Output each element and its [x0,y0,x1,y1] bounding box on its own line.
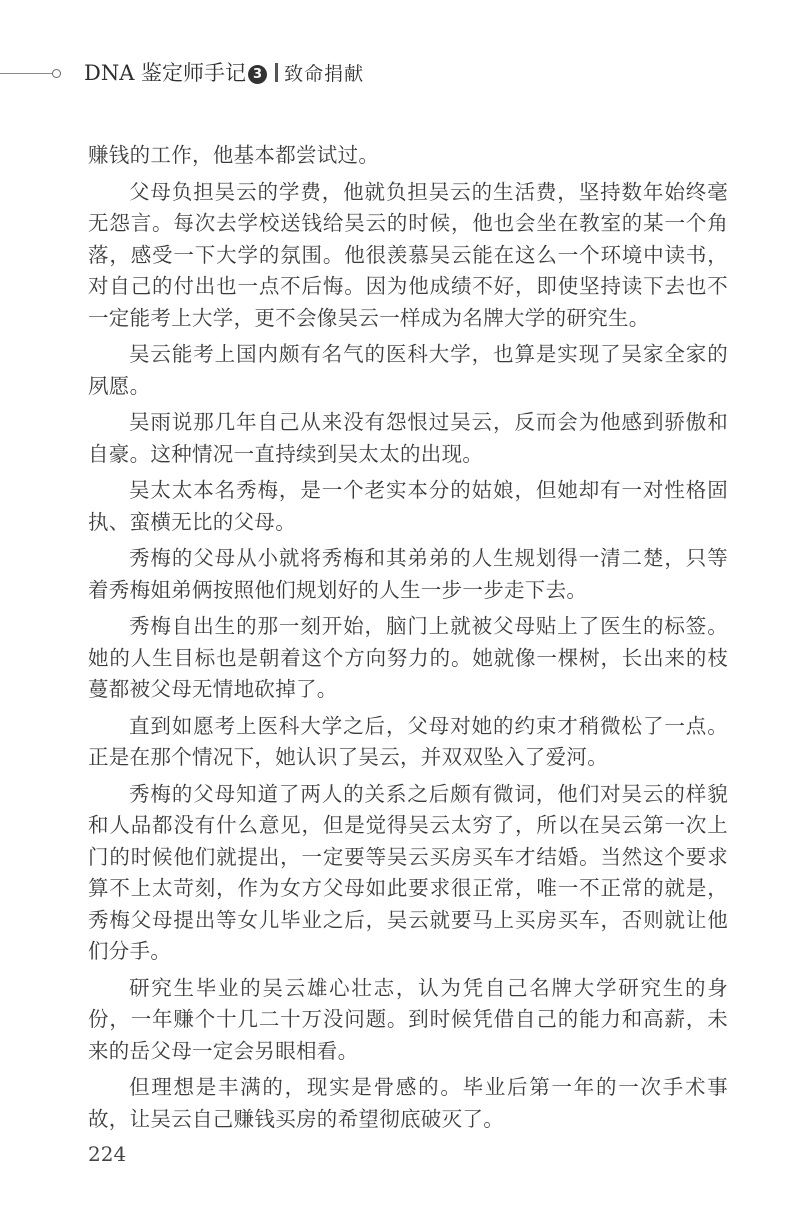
paragraph: 秀梅的父母从小就将秀梅和其弟弟的人生规划得一清二楚，只等着秀梅姐弟俩按照他们规划好的人生一步一步走下去。 [88,546,728,602]
header-separator [275,63,278,82]
paragraph: 研究生毕业的吴云雄心壮志，认为凭自己名牌大学研究生的身份，一年赚个十几二十万没问题。到时候凭借自己的能力和高薪，未来的岳父母一定会另眼相看。 [88,975,728,1063]
paragraph: 但理想是丰满的，现实是骨感的。毕业后第一年的一次手术事故，让吴云自己赚钱买房的希望彻底破灭了。 [88,1075,728,1131]
paragraph: 秀梅的父母知道了两人的关系之后颇有微词，他们对吴云的样貌和人品都没有什么意见，但是觉得吴云太穷了，所以在吴云第一次上门的时候他们就提出，一定要等吴云买房买车才结婚。当然这个要求算不上太苛刻，作为女方父母如此要求很正常，唯一不正常的就是，秀梅父母提出等女儿毕业之后，吴云就要马上买房买车，否则就让他们分手。 [88,781,728,963]
page-number: 224 [88,1142,127,1166]
header-title [84,59,364,88]
paragraph: 吴太太本名秀梅，是一个老实本分的姑娘，但她却有一对性格固执、蛮横无比的父母。 [88,478,728,534]
paragraph: 直到如愿考上医科大学之后，父母对她的约束才稍微松了一点。正是在那个情况下，她认识了吴云，并双双坠入了爱河。 [88,713,728,769]
paragraph: 秀梅自出生的那一刻开始，脑门上就被父母贴上了医生的标签。她的人生目标也是朝着这个方向努力的。她就像一棵树，长出来的枝蔓都被父母无情地砍掉了。 [88,614,728,701]
paragraph: 吴云能考上国内颇有名气的医科大学，也算是实现了吴家全家的夙愿。 [88,342,728,398]
chapter-title: 致命捐献 [284,63,365,85]
paragraph: 吴雨说那几年自己从来没有怨恨过吴云，反而会为他感到骄傲和自豪。这种情况一直持续到吴太太的出现。 [88,410,728,466]
body-text [88,140,728,1140]
paragraph: 赚钱的工作，他基本都尝试过。 [88,143,380,167]
running-header [0,56,800,90]
header-circle-ornament [52,69,61,78]
volume-badge: 3 [248,65,267,84]
book-title: DNA 鉴定师手记 [84,61,247,85]
header-rule-line [0,73,52,74]
paragraph: 父母负担吴云的学费，他就负担吴云的生活费，坚持数年始终毫无怨言。每次去学校送钱给吴云的时候，他也会坐在教室的某一个角落，感受一下大学的氛围。他很羡慕吴云能在这么一个环境中读书，对自己的付出也一点不后悔。因为他成绩不好，即使坚持读下去也不一定能考上大学，更不会像吴云一样成为名牌大学的研究生。 [88,179,728,330]
